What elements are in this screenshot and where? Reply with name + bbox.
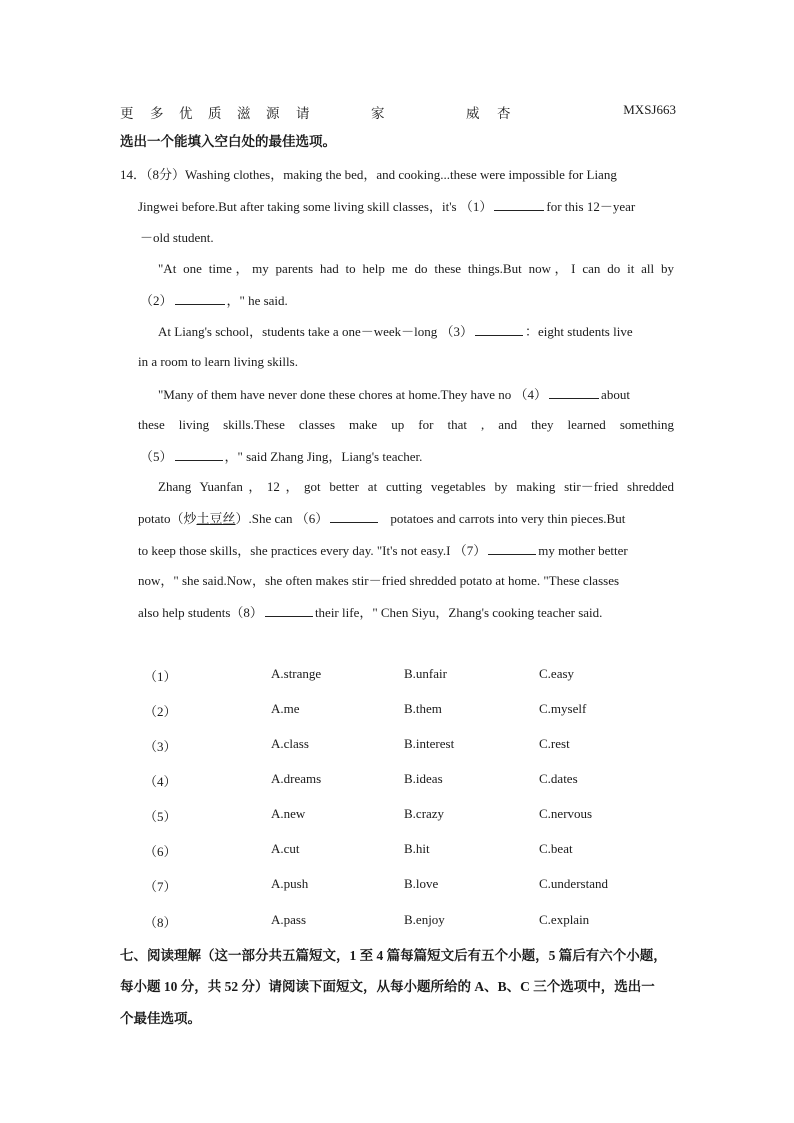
header-char: 滋 xyxy=(237,106,251,121)
passage-line: to keep those skills，she practices every day. "It's not easy.I （7） my mother better xyxy=(138,543,628,558)
option-c[interactable]: C.dates xyxy=(539,771,578,786)
answer-blank-6[interactable] xyxy=(330,509,378,523)
section-heading-line: 每小题 10 分，共 52 分）请阅读下面短文，从每小题所给的 A、B、C 三个选项中，选出一 xyxy=(120,979,655,994)
header-char: 请 xyxy=(296,106,310,121)
answer-blank-7[interactable] xyxy=(488,541,536,555)
option-c[interactable]: C.understand xyxy=(539,876,608,891)
option-number: （3） xyxy=(144,739,177,754)
option-number: （8） xyxy=(144,915,177,930)
option-number: （6） xyxy=(144,844,177,859)
option-c[interactable]: C.beat xyxy=(539,841,573,856)
header-char: 多 xyxy=(150,106,164,121)
option-b[interactable]: B.ideas xyxy=(404,771,443,786)
passage-line: also help students（8） their life，" Chen Siyu，Zhang's cooking teacher said. xyxy=(138,605,603,620)
option-b[interactable]: B.crazy xyxy=(404,806,445,821)
option-a[interactable]: A.push xyxy=(271,876,309,891)
header-char: 更 xyxy=(120,106,134,121)
option-number: （7） xyxy=(144,879,177,894)
option-a[interactable]: A.me xyxy=(271,701,300,716)
passage-line: （5） ，" said Zhang Jing，Liang's teacher. xyxy=(140,449,423,464)
instruction: 选出一个能填入空白处的最佳选项。 xyxy=(120,134,336,149)
header-char: 威 xyxy=(466,106,480,121)
option-number: （2） xyxy=(144,704,177,719)
passage-line: now，" she said.Now，she often makes stir－fried shredded potato at home. "These classes xyxy=(138,573,620,588)
option-b[interactable]: B.interest xyxy=(404,736,455,751)
option-a[interactable]: A.pass xyxy=(271,912,307,927)
header-char: 优 xyxy=(179,106,193,121)
passage-line: potato（炒土豆丝）.She can （6） potatoes and carrots into very thin pieces.But xyxy=(138,511,626,526)
header-char: 质 xyxy=(208,106,222,121)
passage-line: Zhang Yuanfan，12，got better at cutting vegetables by making stir－fried shredded xyxy=(158,479,674,494)
passage-line: Jingwei before.But after taking some living skill classes，it's （1） for this 12－year xyxy=(138,199,636,214)
passage-line: "At one time，my parents had to help me do these things.But now，I can do it all by xyxy=(158,261,674,276)
answer-blank-1[interactable] xyxy=(494,197,544,211)
chinese-gloss: 土豆丝 xyxy=(196,511,236,526)
option-b[interactable]: B.them xyxy=(404,701,442,716)
section-heading-line: 七、阅读理解（这一部分共五篇短文，1 至 4 篇每篇短文后有五个小题，5 篇后有六个小题， xyxy=(120,948,667,963)
passage-line: 14．（8分）Washing clothes，making the bed，and cooking...these were impossible for Liang xyxy=(120,167,617,182)
option-c[interactable]: C.nervous xyxy=(539,806,593,821)
passage-line: （2） ，" he said. xyxy=(140,293,288,308)
option-c[interactable]: C.rest xyxy=(539,736,570,751)
option-a[interactable]: A.strange xyxy=(271,666,322,681)
passage-line: these living skills.These classes make up for that , and they learned something xyxy=(138,417,674,432)
passage-line: "Many of them have never done these chores at home.They have no （4） about xyxy=(158,387,630,402)
page-header xyxy=(120,102,676,122)
option-c[interactable]: C.easy xyxy=(539,666,575,681)
passage-line: in a room to learn living skills. xyxy=(138,354,298,369)
option-c[interactable]: C.myself xyxy=(539,701,587,716)
answer-blank-8[interactable] xyxy=(265,603,313,617)
passage-line: At Liang's school，students take a one－week－long （3） ：eight students live xyxy=(158,324,633,339)
option-c[interactable]: C.explain xyxy=(539,912,590,927)
header-char: 杏 xyxy=(497,106,511,121)
header-char: 源 xyxy=(266,106,280,121)
passage-line: －old student. xyxy=(140,230,214,245)
option-a[interactable]: A.cut xyxy=(271,841,300,856)
section-heading-line: 个最佳选项。 xyxy=(120,1011,201,1026)
option-number: （4） xyxy=(144,774,177,789)
answer-blank-4[interactable] xyxy=(549,385,599,399)
answer-blank-2[interactable] xyxy=(175,291,225,305)
header-char: 家 xyxy=(371,106,385,121)
option-a[interactable]: A.new xyxy=(271,806,306,821)
answer-blank-3[interactable] xyxy=(475,322,523,336)
option-b[interactable]: B.unfair xyxy=(404,666,447,681)
header-code: MXSJ663 xyxy=(623,102,676,117)
option-a[interactable]: A.class xyxy=(271,736,309,751)
answer-blank-5[interactable] xyxy=(175,447,223,461)
option-number: （1） xyxy=(144,669,177,684)
option-b[interactable]: B.love xyxy=(404,876,439,891)
option-b[interactable]: B.enjoy xyxy=(404,912,445,927)
option-b[interactable]: B.hit xyxy=(404,841,430,856)
option-number: （5） xyxy=(144,809,177,824)
option-a[interactable]: A.dreams xyxy=(271,771,322,786)
